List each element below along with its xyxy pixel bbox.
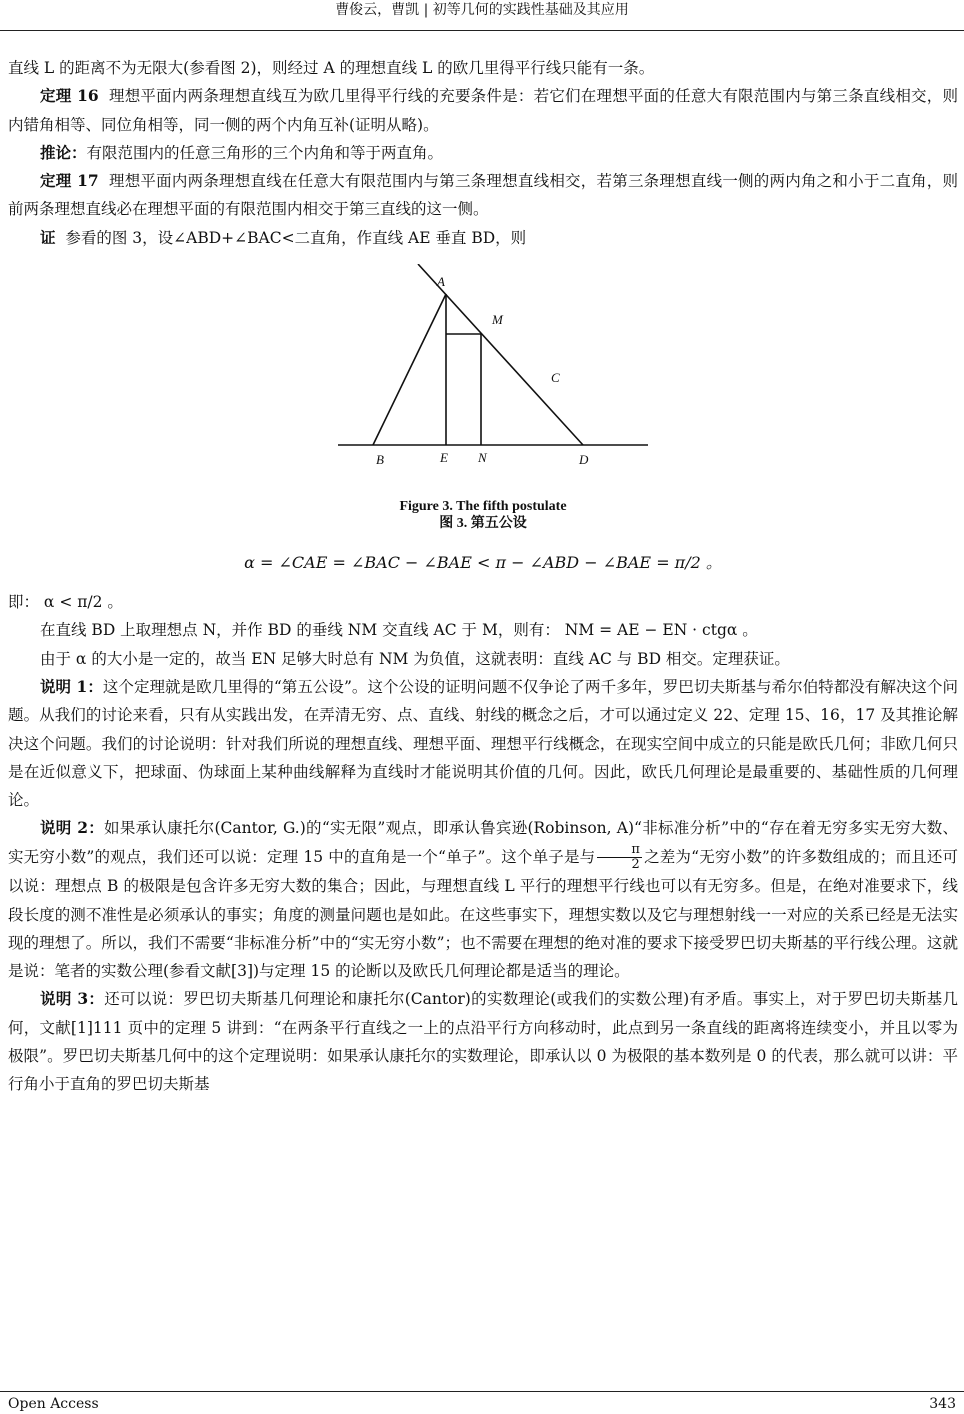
note-2	[8, 814, 958, 985]
label-n: N	[478, 450, 487, 466]
proof-intro	[8, 224, 958, 252]
page-number: 343	[929, 1396, 956, 1412]
page-footer	[0, 1391, 964, 1412]
note-3	[8, 985, 958, 1098]
theorem-16-label: 定理 16	[40, 86, 99, 106]
pi-over-2-fraction	[597, 843, 642, 872]
proof-end-paragraph: 由于 α 的大小是一定的，故当 EN 足够大时总有 NM 为负值，这就表明：直线 AC 与 BD 相交。定理获证。	[40, 649, 790, 668]
label-d: D	[579, 452, 589, 468]
fraction-denominator: 2	[631, 857, 640, 873]
note-2-text-1: 如果承认康托尔(Cantor, G.)的“实无限”观点，即承认鲁宾逊(Robinson, A)“非标准分析”中的“存在着无穷多实无穷大数、实无穷小数”的观点，我们还可以说：定理 15 中的直角是一个“单子”。这个单子是与	[8, 819, 958, 866]
label-b: B	[376, 452, 384, 468]
caption-en: Figure 3. The fifth postulate	[399, 499, 567, 515]
figure-3-diagram	[328, 264, 650, 479]
note-3-text: 还可以说：罗巴切夫斯基几何理论和康托尔(Cantor)的实数理论(或我们的实数公理)有矛盾。事实上，对于罗巴切夫斯基几何，文献[1]111 页中的定理 5 讲到：“在两条平行直线之一上的点沿平行方向移动时，此点到另一条直线的距离将连续变小，并且以零为极限”。罗巴切夫斯基几何中的这个定理说明：如果承认康托尔的实数理论，即承认以 0 为极限的基本数列是 0 的代表，那么就可以讲：平行角小于直角的罗巴切夫斯基	[8, 990, 958, 1094]
note-2-text-2: 之差为“无穷小数”的许多数组成的；而且还可以说：理想点 B 的极限是包含许多无穷大数的集合；因此，与理想直线 L 平行的理想平行线也可以有无穷多。但是，在绝对准要求下，线段长度的测不准性是必须承认的事实；角度的测量问题也是如此。在这些事实下，理想实数以及它与理想射线一一对应的关系已经是无法实现的理想了。所以，我们不需要“非标准分析”中的“实无穷小数”；也不需要在理想的绝对准的要求下接受罗巴切夫斯基的平行线公理。这就是说：笔者的实数公理(参看文献[3])与定理 15 的论断以及欧氏几何理论都是适当的理论。	[8, 847, 958, 981]
note-3-label: 说明 3：	[40, 989, 105, 1009]
label-m: M	[492, 312, 503, 328]
theorem-16-text: 理想平面内两条理想直线互为欧几里得平行线的充要条件是：若它们在理想平面的任意大有限范围内与第三条直线相交，则内错角相等、同位角相等，同一侧的两个内角互补(证明从略)。	[8, 87, 958, 134]
corollary	[8, 139, 958, 167]
caption-zh: 图 3. 第五公设	[439, 516, 527, 532]
proof-label: 证	[40, 227, 56, 247]
corollary-label: 推论：	[40, 142, 87, 162]
note-1-text: 这个定理就是欧几里得的“第五公设”。这个公设的证明问题不仅争论了两千多年，罗巴切夫斯基与希尔伯特都没有解决这个问题。从我们的讨论来看，只有从实践出发，在弄清无穷、点、直线、射线的概念之后，才可以通过定义 22、定理 15、16，17 及其推论解决这个问题。我们的讨论说明：针对我们所说的理想直线、理想平面、理想平行线概念，在现实空间中成立的只能是欧氏几何；非欧几何只是在近似意义下，把球面、伪球面上某种曲线解释为直线时才能说明其价值的几何。因此，欧氏几何理论是最重要的、基础性质的几何理论。	[8, 677, 958, 810]
note-1-label: 说明 1：	[40, 676, 103, 696]
note-2-label: 说明 2：	[40, 818, 105, 838]
label-c: C	[551, 370, 560, 386]
theorem-17	[8, 167, 958, 224]
theorem-17-text: 理想平面内两条理想直线在任意大有限范围内与第三条理想直线相交，若第三条理想直线一侧的两内角之和小于二直角，则前两条理想直线必在理想平面的有限范围内相交于第三直线的这一侧。	[8, 172, 958, 219]
footer-open-access: Open Access	[8, 1396, 99, 1412]
label-a: A	[437, 274, 445, 290]
header-text: 曹俊云，曹凯 | 初等几何的实践性基础及其应用	[335, 2, 629, 18]
conclusion-ie: 即： α < π/2 。	[8, 593, 123, 612]
label-e: E	[440, 450, 448, 466]
line-ad	[418, 264, 583, 445]
theorem-17-label: 定理 17	[40, 171, 99, 191]
page-body	[8, 54, 958, 1099]
note-1	[8, 673, 958, 814]
fraction-numerator: π	[597, 843, 642, 858]
formula-alpha: α = ∠CAE = ∠BAC − ∠BAE < π − ∠ABD − ∠BAE = π/2 。	[244, 553, 722, 573]
theorem-16	[8, 82, 958, 139]
proof-text: 参看的图 3，设∠ABD+∠BAC<二直角，作直线 AE 垂直 BD，则	[65, 228, 527, 247]
figure-3	[8, 264, 958, 534]
running-header	[0, 0, 964, 31]
line-ab	[373, 294, 446, 445]
construct-paragraph: 在直线 BD 上取理想点 N，并作 BD 的垂线 NM 交直线 AC 于 M，则有： NM = AE − EN · ctgα 。	[40, 621, 758, 640]
corollary-text: 有限范围内的任意三角形的三个内角和等于两直角。	[86, 143, 444, 162]
continuation-paragraph: 直线 L 的距离不为无限大(参看图 2)，则经过 A 的理想直线 L 的欧几里得平行线只能有一条。	[8, 59, 655, 77]
